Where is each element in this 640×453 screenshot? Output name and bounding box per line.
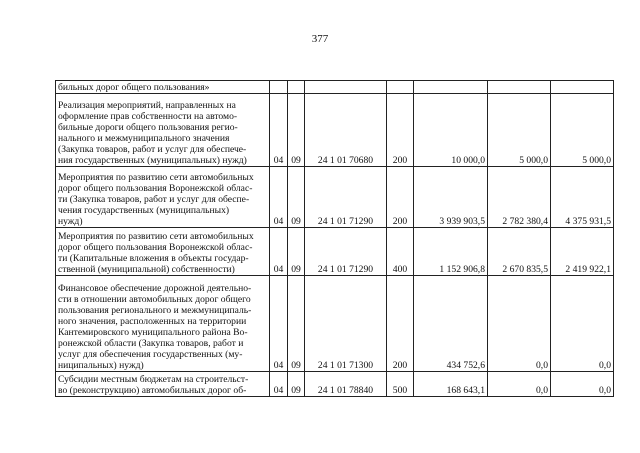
amount-year1: 434 752,6 [414,276,488,372]
description-line: Кантемировского муниципального района Во- [58,327,248,338]
table-row [56,276,614,372]
section-code: 04 [270,372,288,397]
description-line: во (реконструкцию) автомобильных дорог об- [58,385,247,396]
description-line: пользования регионального и межмуниципаль- [58,305,252,316]
section-code: 04 [270,94,288,167]
section-code: 04 [270,228,288,276]
description-line: услуг для обеспечения государственных (му- [58,349,243,360]
description-line: ронежской области (Закупка товаров, работ и [58,338,244,349]
amount-year2: 2 782 380,4 [488,167,551,228]
description-line: ти (Закупка товаров, работ и услуг для обеспе- [58,194,250,205]
subsection-code [288,81,305,94]
description-line: (Закупка товаров, работ и услуг для обеспече- [58,144,247,155]
description-line: чения государственных (муниципальных) [58,205,230,216]
description-line: Финансовое обеспечение дорожной деятельно- [58,283,252,294]
description-line: ниципальных) нужд) [58,360,144,371]
description-line: Мероприятия по развитию сети автомобильных [58,172,254,183]
row-description [56,167,270,228]
amount-year2: 2 670 835,5 [488,228,551,276]
table-row [56,372,614,397]
target-code: 24 1 01 71300 [305,276,387,372]
description-line: Субсидии местным бюджетам на строительст- [58,374,249,385]
target-code: 24 1 01 71290 [305,167,387,228]
subsection-code: 09 [288,94,305,167]
description-line: ния государственных (муниципальных) нужд) [58,155,247,166]
row-description [56,276,270,372]
expense-type-code: 200 [387,167,414,228]
amount-year3: 4 375 931,5 [551,167,614,228]
table-row [56,81,614,94]
amount-year3: 5 000,0 [551,94,614,167]
subsection-code: 09 [288,276,305,372]
description-line: дорог общего пользования Воронежской облас- [58,183,253,194]
section-code: 04 [270,276,288,372]
description-line: сти в отношении автомобильных дорог общего [58,294,251,305]
description-line: Реализация мероприятий, направленных на [58,100,236,111]
expense-type-code: 200 [387,94,414,167]
expense-type-code: 500 [387,372,414,397]
description-line: оформление прав собственности на автомо- [58,111,238,122]
row-description [56,228,270,276]
description-line: бильных дорог общего пользования» [58,82,210,93]
target-code: 24 1 01 70680 [305,94,387,167]
description-line: нального и межмуниципального значения [58,133,230,144]
amount-year3: 2 419 922,1 [551,228,614,276]
amount-year3: 0,0 [551,276,614,372]
amount-year3: 0,0 [551,372,614,397]
table-row [56,167,614,228]
target-code: 24 1 01 78840 [305,372,387,397]
target-code: 24 1 01 71290 [305,228,387,276]
description-line: ти (Капитальные вложения в объекты государ- [58,253,249,264]
amount-year2: 0,0 [488,372,551,397]
row-description [56,81,270,94]
budget-table [55,80,614,397]
description-line: Мероприятия по развитию сети автомобильных [58,231,254,242]
subsection-code: 09 [288,167,305,228]
description-line: нужд) [58,216,83,227]
table-row [56,94,614,167]
amount-year2: 0,0 [488,276,551,372]
section-code: 04 [270,167,288,228]
page-number: 377 [311,33,329,45]
amount-year2 [488,81,551,94]
amount-year1: 1 152 906,8 [414,228,488,276]
description-line: ного значения, расположенных на территории [58,316,247,327]
subsection-code: 09 [288,228,305,276]
row-description [56,372,270,397]
amount-year2: 5 000,0 [488,94,551,167]
amount-year1: 10 000,0 [414,94,488,167]
description-line: ственной (муниципальной) собственности) [58,264,235,275]
amount-year3 [551,81,614,94]
target-code [305,81,387,94]
amount-year1 [414,81,488,94]
subsection-code: 09 [288,372,305,397]
amount-year1: 168 643,1 [414,372,488,397]
amount-year1: 3 939 903,5 [414,167,488,228]
description-line: дорог общего пользования Воронежской облас- [58,242,253,253]
row-description [56,94,270,167]
expense-type-code: 400 [387,228,414,276]
expense-type-code: 200 [387,276,414,372]
expense-type-code [387,81,414,94]
description-line: бильные дороги общего пользования регио- [58,122,238,133]
section-code [270,81,288,94]
table-row [56,228,614,276]
